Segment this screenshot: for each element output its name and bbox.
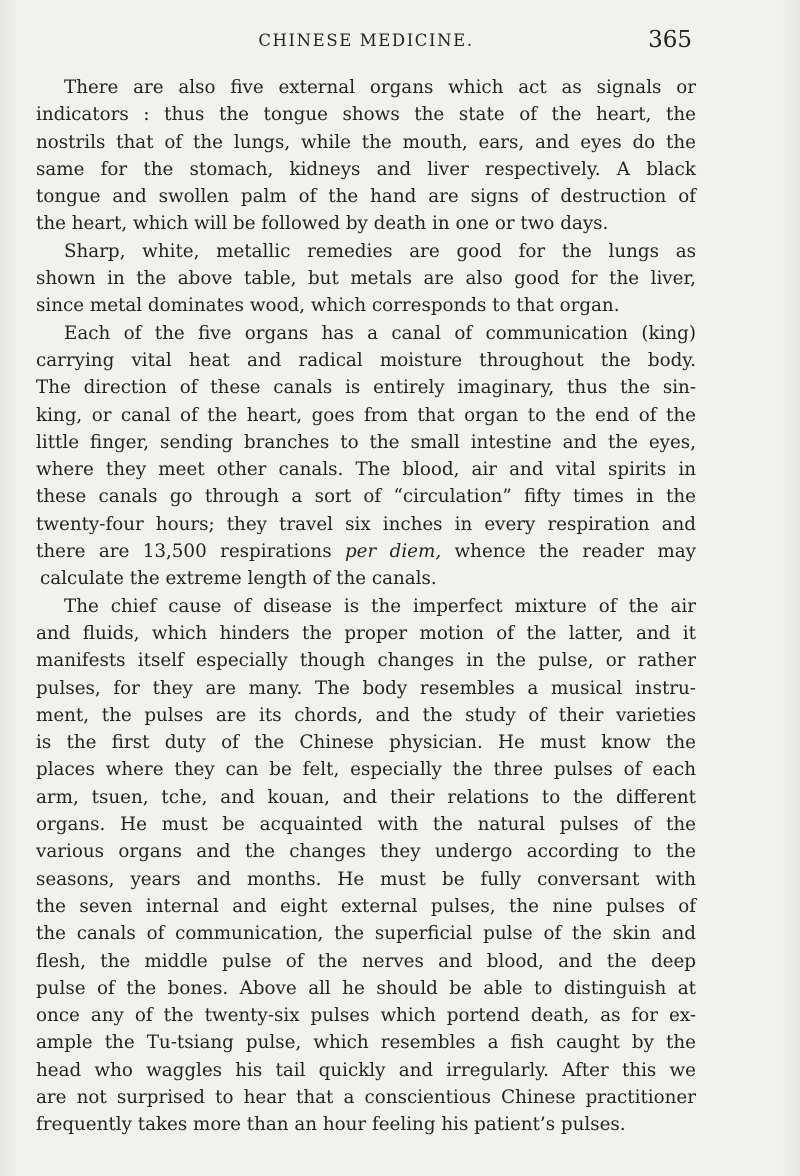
text-line: the seven internal and eight external pulses, the nine pulses of	[36, 895, 696, 917]
text-line: shown in the above table, but metals are also good for the liver,	[36, 268, 696, 290]
text-line: Sharp, white, metallic remedies are good for the lungs as	[64, 240, 696, 262]
text-line: calculate the extreme length of the canals.	[40, 568, 437, 590]
text-line: and fluids, which hinders the proper motion of the latter, and it	[36, 622, 696, 644]
text-line: these canals go through a sort of “circulation” fifty times in the	[36, 486, 696, 508]
text-line: are not surprised to hear that a conscientious Chinese practitioner	[36, 1086, 696, 1108]
text-line: indicators : thus the tongue shows the state of the heart, the	[36, 104, 696, 126]
paragraph-canals-of-communication	[36, 320, 696, 593]
text-line: The chief cause of disease is the imperfect mixture of the air	[64, 595, 696, 617]
text-line: is the first duty of the Chinese physician. He must know the	[36, 732, 696, 754]
text-line: frequently takes more than an hour feeling his patient’s pulses.	[36, 1114, 626, 1136]
italic-phrase: per diem,	[344, 541, 442, 563]
text-line: organs. He must be acquainted with the natural pulses of the	[36, 814, 696, 836]
text-line: manifests itself especially though changes in the pulse, or rather	[36, 650, 696, 672]
text-line-with-italic	[36, 538, 696, 565]
text-line: tongue and swollen palm of the hand are signs of destruction of	[36, 186, 696, 208]
text-line: There are also five external organs which act as signals or	[64, 77, 696, 98]
text-line: the heart, which will be followed by death in one or two days.	[36, 213, 609, 235]
text-line: arm, tsuen, tche, and kouan, and their relations to the different	[36, 786, 696, 808]
text-line: king, or canal of the heart, goes from that organ to the end of the	[36, 404, 696, 426]
body-text	[36, 74, 696, 1139]
text-line: ample the Tu-tsiang pulse, which resembles a fish caught by the	[36, 1032, 696, 1054]
text-line: where they meet other canals. The blood, air and vital spirits in	[36, 459, 696, 481]
page-number: 365	[648, 27, 692, 53]
text-line: pulse of the bones. Above all he should be able to distinguish at	[36, 977, 696, 999]
text-segment: whence the reader may	[441, 541, 696, 563]
text-line: since metal dominates wood, which corresponds to that organ.	[36, 295, 620, 317]
text-line: little finger, sending branches to the small intestine and the eyes,	[36, 431, 696, 453]
text-line: once any of the twenty-six pulses which portend death, as for ex-	[36, 1005, 696, 1027]
text-segment: there are 13,500 respirations	[36, 541, 345, 563]
text-line: nostrils that of the lungs, while the mouth, ears, and eyes do the	[36, 131, 696, 153]
text-line: carrying vital heat and radical moisture throughout the body.	[36, 349, 696, 371]
text-line: the canals of communication, the superficial pulse of the skin and	[36, 923, 696, 945]
text-line: ment, the pulses are its chords, and the study of their varieties	[36, 704, 696, 726]
paragraph-metallic-remedies	[36, 238, 696, 320]
running-head	[36, 29, 696, 59]
text-line: flesh, the middle pulse of the nerves and blood, and the deep	[36, 950, 696, 972]
text-line: Each of the five organs has a canal of communication (king)	[64, 322, 696, 344]
text-line: twenty-four hours; they travel six inches in every respiration and	[36, 513, 696, 535]
text-line: pulses, for they are many. The body resembles a musical instru-	[36, 677, 696, 699]
text-line: various organs and the changes they undergo according to the	[36, 841, 696, 863]
text-line: places where they can be felt, especially the three pulses of each	[36, 759, 696, 781]
paragraph-cause-of-disease	[36, 593, 696, 1139]
text-line: The direction of these canals is entirely imaginary, thus the sin-	[36, 377, 696, 399]
text-line: same for the stomach, kidneys and liver respectively. A black	[36, 158, 696, 180]
text-line: seasons, years and months. He must be fully conversant with	[36, 868, 696, 890]
paragraph-external-organs	[36, 74, 696, 238]
running-title: CHINESE MEDICINE.	[258, 31, 474, 50]
text-line: head who waggles his tail quickly and irregularly. After this we	[36, 1059, 696, 1081]
